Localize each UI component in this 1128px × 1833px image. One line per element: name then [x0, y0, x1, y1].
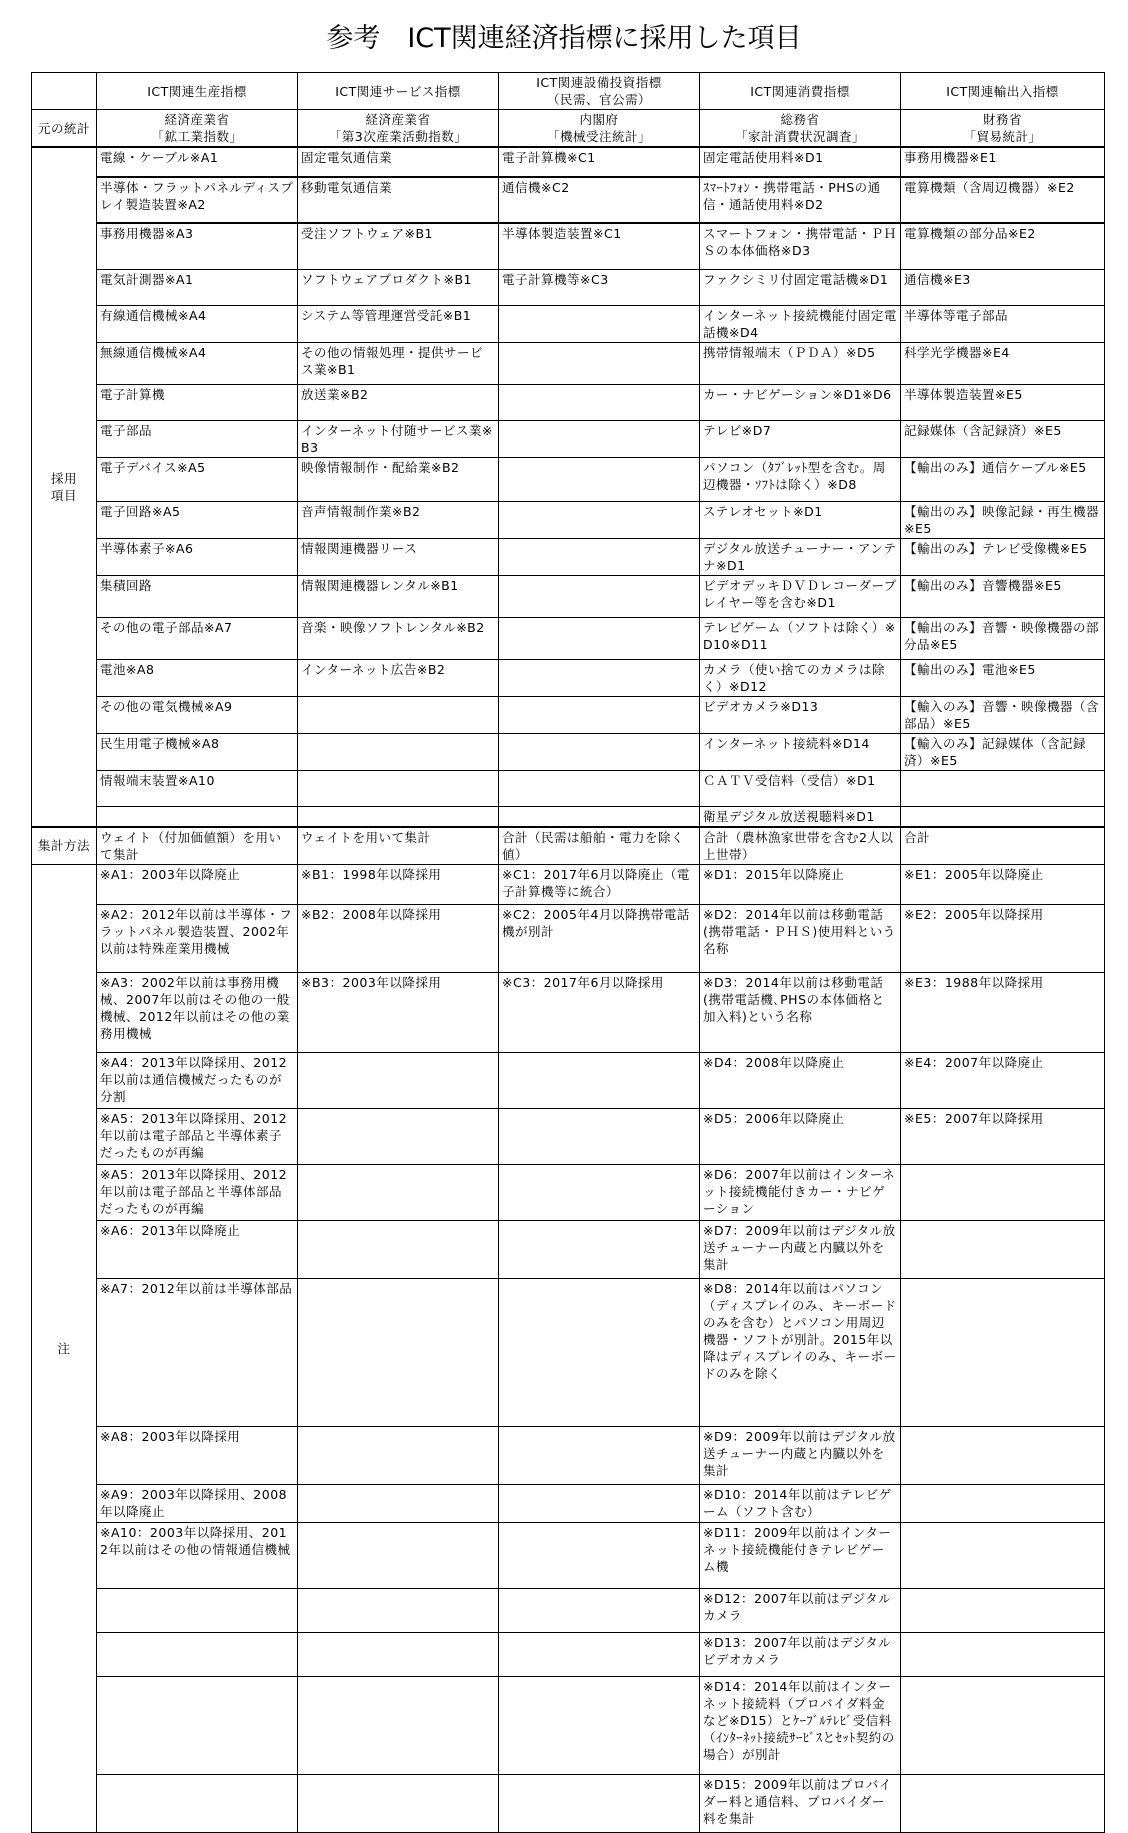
item-cell: 集積回路 — [97, 575, 298, 617]
source-stat: 「家計消費状況調査」 — [734, 129, 865, 144]
note-cell — [499, 1774, 700, 1832]
note-cell — [499, 1522, 700, 1588]
item-cell: カー・ナビゲーション※D1※D6 — [700, 384, 901, 420]
note-cell: ※E4：2007年以降廃止 — [901, 1052, 1105, 1108]
item-cell — [499, 501, 700, 538]
note-cell — [499, 1220, 700, 1278]
item-cell: 情報関連機器レンタル※B1 — [298, 575, 499, 617]
source-stat: 「機械受注統計」 — [546, 129, 651, 144]
item-cell — [901, 770, 1105, 806]
note-cell: ※D3：2014年以前は移動電話(携帯電話機､PHSの本体価格と加入料)という名称 — [700, 972, 901, 1052]
item-cell: その他の情報処理・提供サービス業※B1 — [298, 342, 499, 384]
note-cell: ※A7：2012年以前は半導体部品 — [97, 1278, 298, 1426]
method-cell: 合計 — [901, 827, 1105, 865]
item-cell: システム等管理運営受託※B1 — [298, 305, 499, 342]
item-cell: 【輸出のみ】音響機器※E5 — [901, 575, 1105, 617]
item-cell: 音声情報制作業※B2 — [298, 501, 499, 538]
note-cell: ※E1：2005年以降廃止 — [901, 864, 1105, 904]
note-cell: ※D9：2009年以前はデジタル放送チューナー内蔵と内臓以外を集計 — [700, 1426, 901, 1484]
note-cell — [97, 1588, 298, 1632]
note-cell: ※A9：2003年以降採用、2008年以降廃止 — [97, 1484, 298, 1522]
item-cell: その他の電子部品※A7 — [97, 617, 298, 659]
note-cell: ※D12：2007年以前はデジタルカメラ — [700, 1588, 901, 1632]
note-cell — [901, 1588, 1105, 1632]
note-cell — [499, 1484, 700, 1522]
note-cell — [901, 1484, 1105, 1522]
ict-indicators-table — [31, 72, 1105, 1833]
item-cell: 事務用機器※A3 — [97, 223, 298, 269]
item-cell: 電子計算機※C1 — [499, 147, 700, 177]
note-cell — [901, 1220, 1105, 1278]
item-cell: ソフトウェアプロダクト※B1 — [298, 269, 499, 305]
column-header: ICT関連設備投資指標 （民需、官公需） — [499, 73, 700, 110]
method-cell: ウェイト（付加価値額）を用いて集計 — [97, 827, 298, 865]
item-cell: 通信機※C2 — [499, 177, 700, 223]
item-cell: 音楽・映像ソフトレンタル※B2 — [298, 617, 499, 659]
item-cell: 携帯情報端末（ＰＤＡ）※D5 — [700, 342, 901, 384]
note-cell — [901, 1164, 1105, 1220]
item-cell: 【輸出のみ】電池※E5 — [901, 659, 1105, 696]
column-header: ICT関連輸出入指標 — [901, 73, 1105, 110]
items-label: 採用 項目 — [32, 147, 97, 827]
source-cell — [298, 110, 499, 148]
item-cell — [499, 420, 700, 457]
note-cell — [901, 1676, 1105, 1774]
item-cell: 電子回路※A5 — [97, 501, 298, 538]
note-cell — [298, 1164, 499, 1220]
item-cell: 記録媒体（含記録済）※E5 — [901, 420, 1105, 457]
source-cell — [901, 110, 1105, 148]
note-cell: ※A5：2013年以降採用、2012年以前は電子部品と半導体部品だったものが再編 — [97, 1164, 298, 1220]
item-cell: インターネット接続料※D14 — [700, 733, 901, 770]
note-cell: ※B1：1998年以降採用 — [298, 864, 499, 904]
item-cell: 無線通信機械※A4 — [97, 342, 298, 384]
item-cell: ビデオカメラ※D13 — [700, 696, 901, 733]
note-cell: ※A8：2003年以降採用 — [97, 1426, 298, 1484]
item-cell: 情報関連機器リース — [298, 538, 499, 575]
note-cell — [298, 1108, 499, 1164]
item-cell — [499, 659, 700, 696]
column-header: ICT関連サービス指標 — [298, 73, 499, 110]
note-cell: ※C1：2017年6月以降廃止（電子計算機等に統合） — [499, 864, 700, 904]
item-cell: 固定電話使用料※D1 — [700, 147, 901, 177]
item-cell: 【輸出のみ】テレビ受像機※E5 — [901, 538, 1105, 575]
method-cell: ウェイトを用いて集計 — [298, 827, 499, 865]
item-cell: 電算機類（含周辺機器）※E2 — [901, 177, 1105, 223]
note-cell: ※B3：2003年以降採用 — [298, 972, 499, 1052]
note-cell — [499, 1426, 700, 1484]
note-cell — [499, 1108, 700, 1164]
item-cell: 【輸入のみ】記録媒体（含記録済）※E5 — [901, 733, 1105, 770]
note-cell — [97, 1774, 298, 1832]
source-org: 経済産業省 — [164, 112, 230, 127]
item-cell: インターネット接続機能付固定電話機※D4 — [700, 305, 901, 342]
note-cell — [499, 1164, 700, 1220]
source-stat: 「鉱工業指数」 — [151, 129, 243, 144]
item-cell: 【輸入のみ】音響・映像機器（含部品）※E5 — [901, 696, 1105, 733]
note-cell — [901, 1522, 1105, 1588]
source-stat: 「貿易統計」 — [963, 129, 1042, 144]
item-cell — [499, 696, 700, 733]
item-cell: 電子計算機 — [97, 384, 298, 420]
item-cell: その他の電気機械※A9 — [97, 696, 298, 733]
note-cell — [298, 1522, 499, 1588]
item-cell: 半導体素子※A6 — [97, 538, 298, 575]
note-cell — [901, 1632, 1105, 1676]
item-cell: 電子部品 — [97, 420, 298, 457]
note-cell — [901, 1278, 1105, 1426]
source-label: 元の統計 — [32, 110, 97, 148]
source-cell — [97, 110, 298, 148]
item-cell — [298, 733, 499, 770]
item-cell: 電算機類の部分品※E2 — [901, 223, 1105, 269]
source-cell — [700, 110, 901, 148]
note-cell: ※E3：1988年以降採用 — [901, 972, 1105, 1052]
item-cell: 事務用機器※E1 — [901, 147, 1105, 177]
item-cell — [97, 806, 298, 827]
note-cell: ※D6：2007年以前はインターネット接続機能付きカー・ナビゲーション — [700, 1164, 901, 1220]
note-cell: ※C2：2005年4月以降携帯電話機が別計 — [499, 904, 700, 972]
item-cell: ＣＡＴＶ受信料（受信）※D1 — [700, 770, 901, 806]
item-cell — [499, 806, 700, 827]
note-cell: ※A5：2013年以降採用、2012年以前は電子部品と半導体素子だったものが再編 — [97, 1108, 298, 1164]
note-cell: ※D4：2008年以降廃止 — [700, 1052, 901, 1108]
note-cell — [499, 1052, 700, 1108]
note-cell: ※A10：2003年以降採用、2012年以前はその他の情報通信機械 — [97, 1522, 298, 1588]
note-cell: ※A2：2012年以前は半導体・フラットパネル製造装置、2002年以前は特殊産業用機械 — [97, 904, 298, 972]
column-header: ICT関連生産指標 — [97, 73, 298, 110]
item-cell: 半導体製造装置※E5 — [901, 384, 1105, 420]
note-cell: ※D2：2014年以前は移動電話(携帯電話・ＰＨＳ)使用料という名称 — [700, 904, 901, 972]
note-cell — [298, 1484, 499, 1522]
item-cell — [499, 342, 700, 384]
method-label: 集計方法 — [32, 827, 97, 865]
note-cell — [298, 1588, 499, 1632]
note-cell — [499, 1632, 700, 1676]
item-cell — [499, 538, 700, 575]
note-cell: ※E2：2005年以降採用 — [901, 904, 1105, 972]
note-cell: ※E5：2007年以降採用 — [901, 1108, 1105, 1164]
note-cell — [298, 1632, 499, 1676]
source-stat: 「第3次産業活動指数」 — [328, 129, 468, 144]
item-cell: ビデオデッキＤＶＤレコーダープレイヤー等を含む※D1 — [700, 575, 901, 617]
item-cell — [499, 575, 700, 617]
note-cell — [499, 1676, 700, 1774]
item-cell — [298, 770, 499, 806]
item-cell: 映像情報制作・配給業※B2 — [298, 457, 499, 501]
item-cell: 電子デバイス※A5 — [97, 457, 298, 501]
note-cell — [298, 1676, 499, 1774]
note-cell: ※D1：2015年以降廃止 — [700, 864, 901, 904]
note-cell: ※D11：2009年以前はインターネット接続機能付きテレビゲーム機 — [700, 1522, 901, 1588]
item-cell — [298, 696, 499, 733]
note-cell: ※A4：2013年以降採用、2012年以前は通信機械だったものが分割 — [97, 1052, 298, 1108]
note-cell: ※D14：2014年以前はインターネット接続料（プロバイダ料金など※D15）とｹｰﾌﾞﾙﾃﾚﾋﾞ受信料（ｲﾝﾀｰﾈｯﾄ接続ｻｰﾋﾞｽとｾｯﾄ契約の場合）が別計 — [700, 1676, 901, 1774]
method-cell: 合計（民需は船舶・電力を除く値） — [499, 827, 700, 865]
item-cell: 受注ソフトウェア※B1 — [298, 223, 499, 269]
item-cell: 科学光学機器※E4 — [901, 342, 1105, 384]
item-cell: 有線通信機械※A4 — [97, 305, 298, 342]
note-cell: ※D10：2014年以前はテレビゲーム（ソフト含む） — [700, 1484, 901, 1522]
item-cell: 電気計測器※A1 — [97, 269, 298, 305]
item-cell — [499, 457, 700, 501]
item-cell: ファクシミリ付固定電話機※D1 — [700, 269, 901, 305]
source-cell — [499, 110, 700, 148]
item-cell: テレビ※D7 — [700, 420, 901, 457]
item-cell: 電子計算機等※C3 — [499, 269, 700, 305]
item-cell: 固定電気通信業 — [298, 147, 499, 177]
note-cell — [298, 1278, 499, 1426]
method-cell: 合計（農林漁家世帯を含む2人以上世帯） — [700, 827, 901, 865]
item-cell: 半導体・フラットパネルディスプレイ製造装置※A2 — [97, 177, 298, 223]
source-org: 経済産業省 — [365, 112, 431, 127]
item-cell — [901, 806, 1105, 827]
source-org: 内閣府 — [579, 112, 619, 127]
corner-cell — [32, 73, 97, 110]
page-title: 参考 ICT関連経済指標に採用した項目 — [326, 23, 802, 54]
item-cell — [499, 617, 700, 659]
item-cell: カメラ（使い捨てのカメラは除く）※D12 — [700, 659, 901, 696]
source-org: 財務省 — [982, 112, 1022, 127]
item-cell: 民生用電子機械※A8 — [97, 733, 298, 770]
note-cell: ※A6：2013年以降廃止 — [97, 1220, 298, 1278]
item-cell — [499, 733, 700, 770]
item-cell: 【輸出のみ】通信ケーブル※E5 — [901, 457, 1105, 501]
note-cell: ※D15：2009年以前はプロバイダー料と通信料、プロバイダー料を集計 — [700, 1774, 901, 1832]
item-cell: デジタル放送チューナー・アンテナ※D1 — [700, 538, 901, 575]
item-cell — [499, 384, 700, 420]
note-cell: ※A3：2002年以前は事務用機械、2007年以前はその他の一般機械、2012年以前はその他の業務用機械 — [97, 972, 298, 1052]
note-cell — [97, 1632, 298, 1676]
note-cell — [298, 1426, 499, 1484]
item-cell — [298, 806, 499, 827]
item-cell: ステレオセット※D1 — [700, 501, 901, 538]
item-cell: 【輸出のみ】音響・映像機器の部分品※E5 — [901, 617, 1105, 659]
source-org: 総務省 — [780, 112, 820, 127]
item-cell: パソコン（ﾀﾌﾞﾚｯﾄ型を含む。周辺機器・ｿﾌﾄは除く）※D8 — [700, 457, 901, 501]
note-cell: ※D5：2006年以降廃止 — [700, 1108, 901, 1164]
item-cell: 情報端末装置※A10 — [97, 770, 298, 806]
note-cell: ※A1：2003年以降廃止 — [97, 864, 298, 904]
note-cell — [97, 1676, 298, 1774]
item-cell — [499, 305, 700, 342]
note-cell — [298, 1220, 499, 1278]
item-cell: 【輸出のみ】映像記録・再生機器※E5 — [901, 501, 1105, 538]
item-cell: 電線・ケーブル※A1 — [97, 147, 298, 177]
item-cell: 衛星デジタル放送視聴料※D1 — [700, 806, 901, 827]
item-cell — [499, 770, 700, 806]
note-cell — [499, 1278, 700, 1426]
item-cell: ｽﾏｰﾄﾌｫﾝ・携帯電話・PHSの通信・通話使用料※D2 — [700, 177, 901, 223]
item-cell: 半導体製造装置※C1 — [499, 223, 700, 269]
note-cell — [901, 1774, 1105, 1832]
item-cell: 電池※A8 — [97, 659, 298, 696]
item-cell: インターネット付随サービス業※B3 — [298, 420, 499, 457]
item-cell: 半導体等電子部品 — [901, 305, 1105, 342]
item-cell: 放送業※B2 — [298, 384, 499, 420]
note-cell: ※D7：2009年以前はデジタル放送チューナー内蔵と内臓以外を集計 — [700, 1220, 901, 1278]
item-cell: 通信機※E3 — [901, 269, 1105, 305]
note-cell: ※D13：2007年以前はデジタルビデオカメラ — [700, 1632, 901, 1676]
note-cell: ※C3：2017年6月以降採用 — [499, 972, 700, 1052]
item-cell: テレビゲーム（ソフトは除く）※D10※D11 — [700, 617, 901, 659]
note-cell — [298, 1774, 499, 1832]
item-cell: 移動電気通信業 — [298, 177, 499, 223]
note-cell: ※D8：2014年以前はパソコン（ディスプレイのみ、キーボードのみを含む）とパソコン用周辺機器・ソフトが別計。2015年以降はディスプレイのみ、キーボードのみを除く — [700, 1278, 901, 1426]
item-cell: スマートフォン・携帯電話・ＰＨＳの本体価格※D3 — [700, 223, 901, 269]
notes-label: 注 — [32, 864, 97, 1832]
note-cell — [298, 1052, 499, 1108]
note-cell: ※B2：2008年以降採用 — [298, 904, 499, 972]
column-header: ICT関連消費指標 — [700, 73, 901, 110]
note-cell — [499, 1588, 700, 1632]
note-cell — [901, 1426, 1105, 1484]
item-cell: インターネット広告※B2 — [298, 659, 499, 696]
